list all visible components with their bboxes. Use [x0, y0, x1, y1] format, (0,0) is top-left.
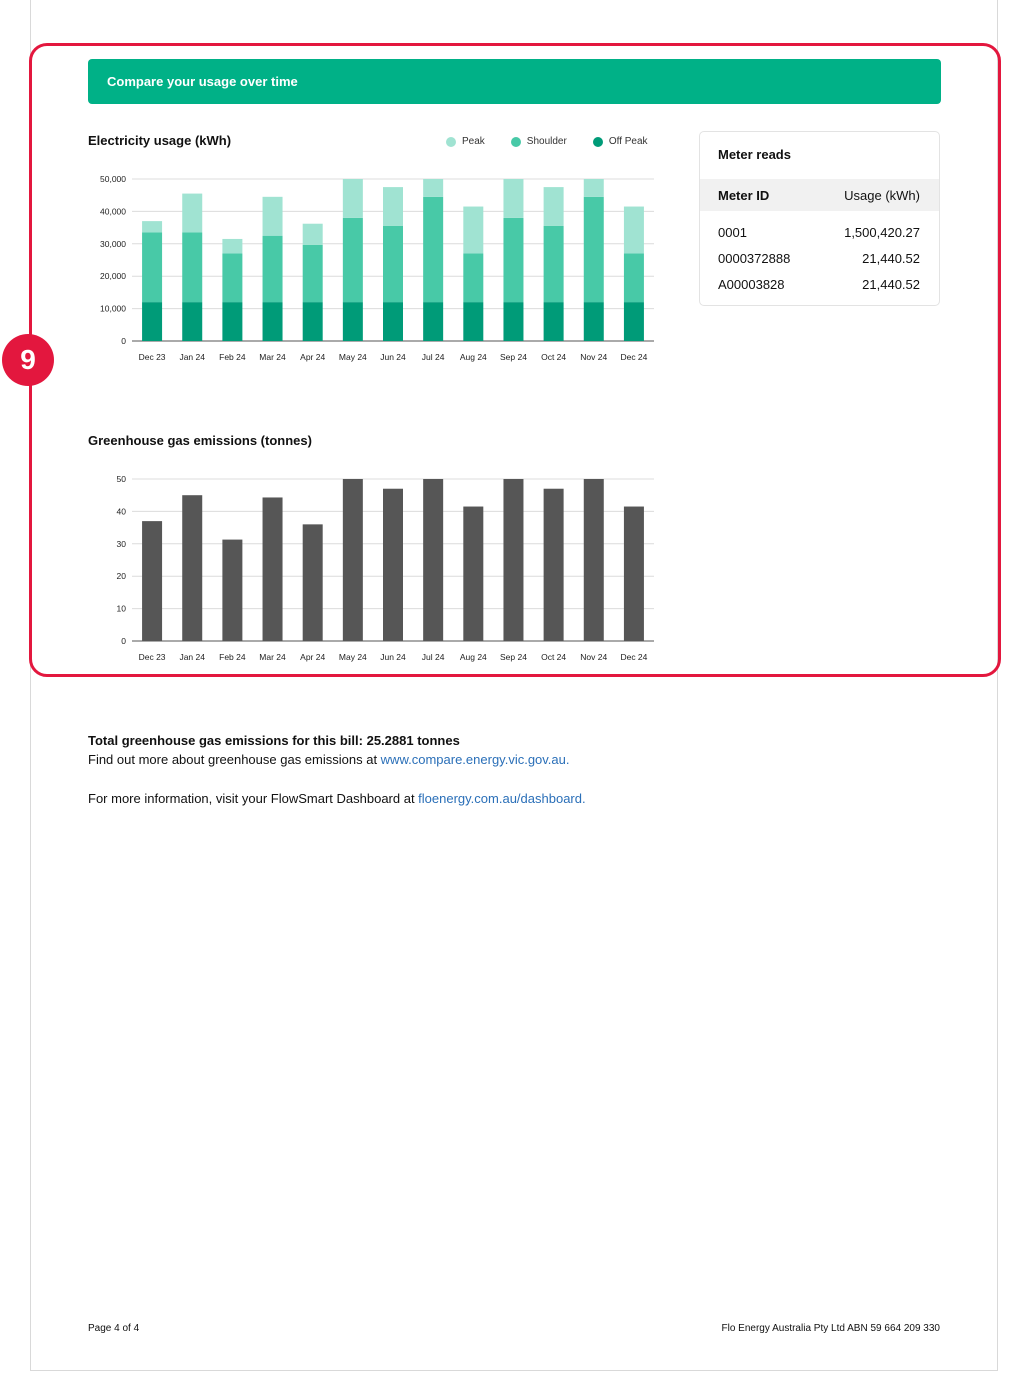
x-tick-label: Apr 24	[300, 652, 326, 662]
y-tick-label: 20	[116, 571, 126, 582]
y-tick-label: 40	[116, 506, 126, 517]
x-tick-label: Nov 24	[580, 352, 608, 362]
bar-segment	[263, 302, 283, 341]
x-tick-label: Feb 24	[219, 652, 246, 662]
x-tick-label: Mar 24	[259, 352, 286, 362]
legend-label: Peak	[462, 136, 485, 147]
electricity-chart-title: Electricity usage (kWh)	[88, 133, 232, 148]
bar	[503, 479, 523, 641]
bar-segment	[463, 254, 483, 303]
bar-segment	[303, 224, 323, 245]
bar-segment	[463, 302, 483, 341]
bar-segment	[423, 302, 443, 341]
x-tick-label: May 24	[338, 652, 367, 662]
usage-header: Usage (kWh)	[844, 187, 920, 203]
bar	[182, 495, 202, 641]
y-tick-label: 50,000	[100, 174, 126, 184]
legend-label: Shoulder	[526, 136, 567, 147]
meter-table-header	[700, 179, 939, 211]
bar-segment	[624, 302, 644, 341]
y-tick-label: 30,000	[100, 238, 126, 249]
x-tick-label: Apr 24	[300, 352, 326, 362]
x-tick-label: Dec 24	[620, 652, 648, 662]
table-row	[700, 245, 939, 271]
bar-segment	[423, 179, 443, 197]
x-tick-label: Jul 24	[421, 352, 445, 362]
bar	[624, 507, 644, 641]
x-tick-label: Aug 24	[459, 352, 487, 362]
bar-segment	[544, 302, 564, 341]
bar	[544, 489, 564, 641]
bar-segment	[142, 302, 162, 341]
x-tick-label: Aug 24	[459, 652, 487, 662]
x-tick-label: Sep 24	[499, 352, 527, 362]
bar-segment	[222, 239, 242, 254]
bar-segment	[423, 197, 443, 302]
y-tick-label: 0	[121, 336, 126, 346]
bar-segment	[142, 232, 162, 302]
bar-segment	[383, 187, 403, 226]
meter-reads-title: Meter reads	[718, 147, 791, 162]
bar-segment	[343, 179, 363, 218]
find-out-more-text: Find out more about greenhouse gas emissions at	[88, 752, 381, 767]
meter-id-header: Meter ID	[718, 187, 770, 203]
meter-usage: 1,500,420.27	[844, 224, 920, 240]
x-tick-label: Jun 24	[380, 652, 406, 662]
bar	[222, 540, 242, 641]
bar-segment	[584, 197, 604, 302]
bar-segment	[182, 302, 202, 341]
step-badge: 9	[2, 334, 54, 386]
bar	[383, 489, 403, 641]
bar-segment	[303, 302, 323, 341]
x-tick-label: Dec 23	[138, 352, 166, 362]
y-tick-label: 0	[121, 636, 126, 646]
x-tick-label: Jan 24	[179, 652, 205, 662]
bar	[343, 479, 363, 641]
bar-segment	[383, 302, 403, 341]
x-tick-label: Jun 24	[380, 352, 406, 362]
bar-segment	[503, 302, 523, 341]
bar-segment	[182, 194, 202, 233]
x-tick-label: Oct 24	[541, 352, 567, 362]
bar-segment	[463, 207, 483, 254]
x-tick-label: Mar 24	[259, 652, 286, 662]
section-banner: Compare your usage over time	[88, 59, 941, 104]
more-info-line	[88, 791, 586, 806]
bar-segment	[142, 221, 162, 232]
page-number: Page 4 of 4	[88, 1323, 140, 1334]
bar-segment	[222, 302, 242, 341]
table-row	[700, 219, 939, 245]
bar-segment	[624, 254, 644, 303]
find-out-more-line	[88, 752, 570, 767]
x-tick-label: Dec 23	[138, 652, 166, 662]
total-emissions: Total greenhouse gas emissions for this bill: 25.2881 tonnes	[88, 733, 460, 748]
bar-segment	[503, 179, 523, 218]
dashboard-link[interactable]: floenergy.com.au/dashboard.	[418, 791, 586, 806]
bar	[142, 521, 162, 641]
meter-usage: 21,440.52	[862, 250, 920, 266]
bar-segment	[343, 302, 363, 341]
bar	[463, 507, 483, 641]
table-row	[700, 271, 939, 297]
x-tick-label: Nov 24	[580, 652, 608, 662]
y-tick-label: 10	[116, 603, 126, 614]
bar-segment	[263, 197, 283, 236]
more-info-text: For more information, visit your FlowSmart Dashboard at	[88, 791, 419, 806]
compare-energy-link[interactable]: www.compare.energy.vic.gov.au.	[380, 752, 570, 767]
x-tick-label: Jan 24	[179, 352, 205, 362]
bar-segment	[584, 179, 604, 197]
y-tick-label: 50	[116, 474, 126, 484]
bar-segment	[222, 254, 242, 303]
y-tick-label: 10,000	[100, 303, 126, 314]
bar	[263, 497, 283, 641]
x-tick-label: Oct 24	[541, 652, 567, 662]
y-tick-label: 30	[116, 538, 126, 549]
bar	[584, 479, 604, 641]
bar	[423, 479, 443, 641]
y-tick-label: 40,000	[100, 206, 126, 217]
bar-segment	[343, 218, 363, 302]
x-tick-label: Jul 24	[421, 652, 445, 662]
meter-table-body	[700, 211, 939, 297]
bar-segment	[544, 226, 564, 302]
meter-id: 0001	[718, 224, 747, 240]
bar-segment	[624, 207, 644, 254]
x-tick-label: Feb 24	[219, 352, 246, 362]
bar	[303, 524, 323, 641]
meter-reads-card	[699, 131, 940, 306]
meter-usage: 21,440.52	[862, 276, 920, 292]
company-info: Flo Energy Australia Pty Ltd ABN 59 664 209 330	[721, 1323, 940, 1334]
bar-segment	[182, 232, 202, 302]
bar-segment	[544, 187, 564, 226]
bar-segment	[503, 218, 523, 302]
bar-segment	[303, 245, 323, 302]
bar-segment	[263, 236, 283, 302]
meter-id: A00003828	[718, 276, 785, 292]
legend-label: Off Peak	[608, 136, 648, 147]
y-tick-label: 20,000	[100, 271, 126, 282]
bar-segment	[383, 226, 403, 302]
emissions-chart-title: Greenhouse gas emissions (tonnes)	[88, 433, 312, 448]
x-tick-label: May 24	[338, 352, 367, 362]
meter-id: 0000372888	[718, 250, 791, 266]
bar-segment	[584, 302, 604, 341]
x-tick-label: Sep 24	[499, 652, 527, 662]
x-tick-label: Dec 24	[620, 352, 648, 362]
